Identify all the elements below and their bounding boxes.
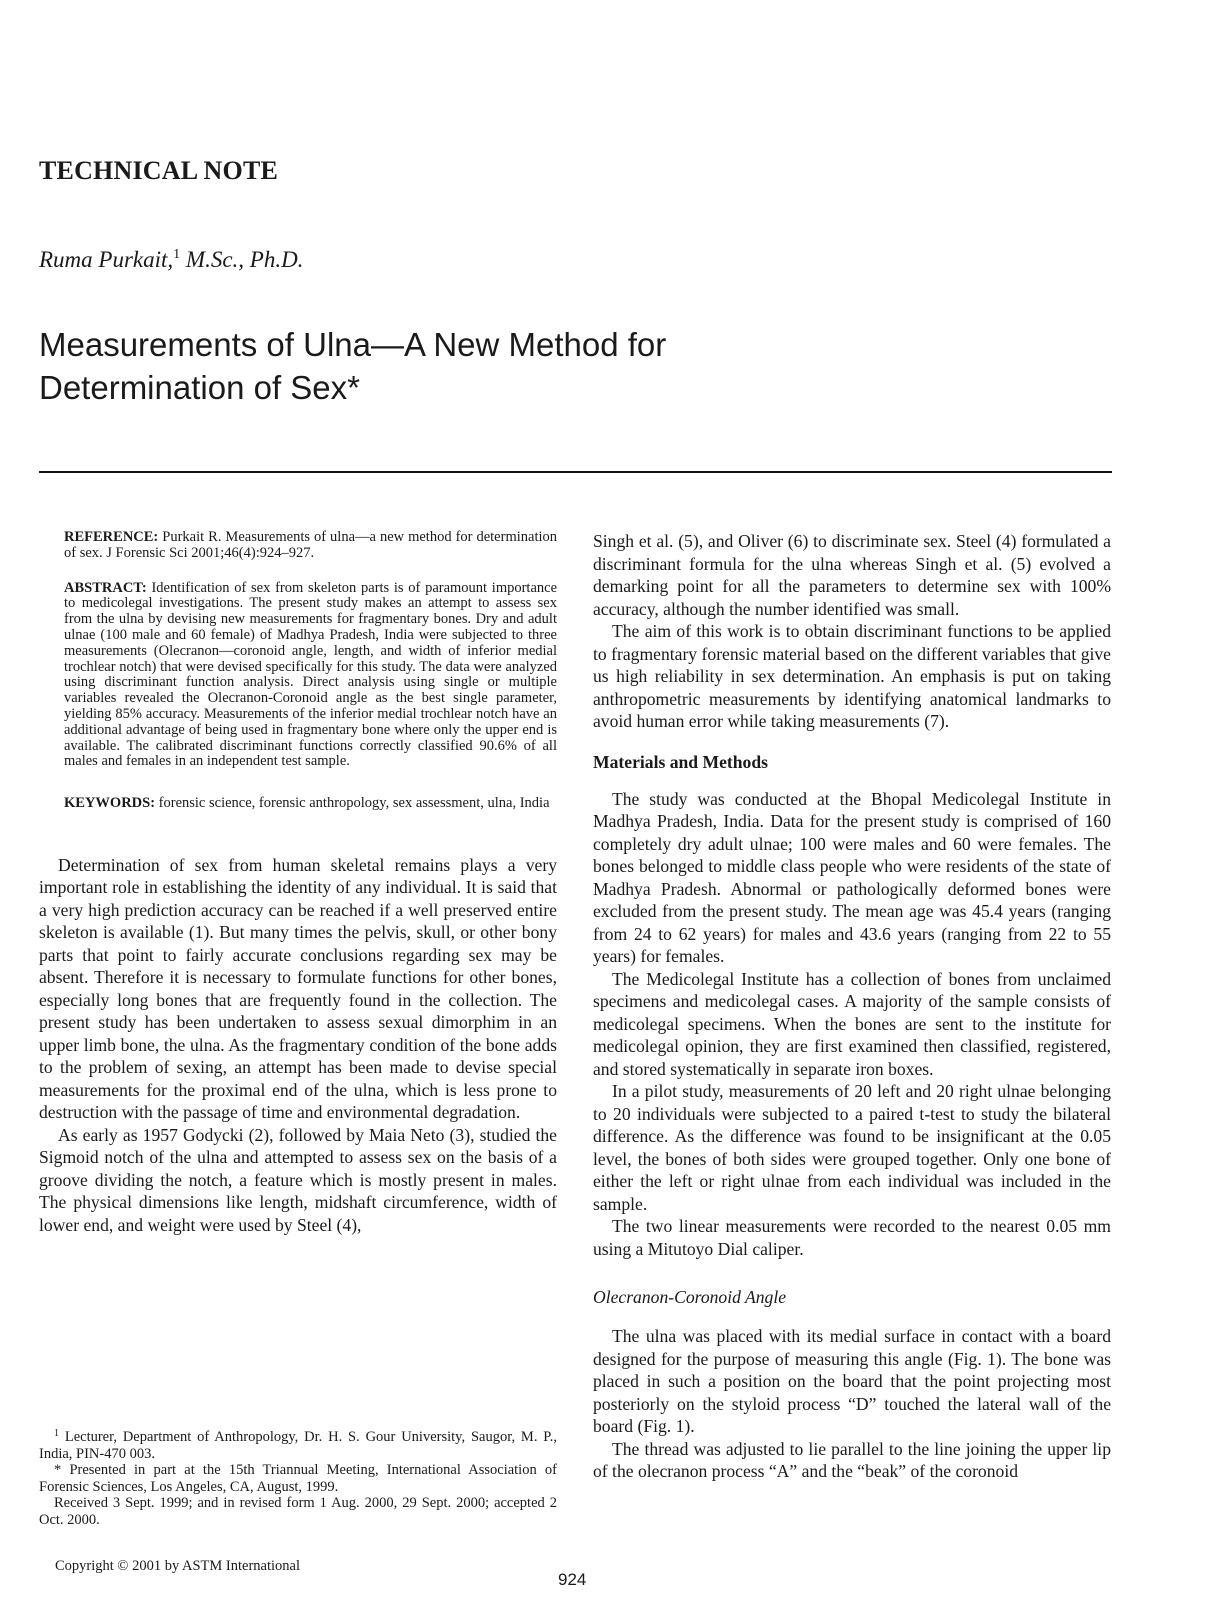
title-divider bbox=[39, 471, 1112, 473]
footnotes bbox=[39, 1426, 557, 1528]
copyright-notice: Copyright © 2001 by ASTM International bbox=[55, 1558, 301, 1574]
author-line bbox=[39, 247, 303, 273]
reference-label: REFERENCE: bbox=[64, 529, 159, 545]
right-column bbox=[593, 530, 1111, 1483]
body-paragraph: Determination of sex from human skeletal remains plays a very important role in establishing the identity of any individual. It is said that a very high prediction accuracy can be reached if a well preserved entire skeleton is available (1). But many times the pelvis, skull, or other bony parts that point to fairly accurate conclusions regarding sex may be absent. Therefore it is necessary to formulate functions for other bones, especially long bones that are frequently found in the collection. The present study has been undertaken to assess sexual dimorphim in an upper limb bone, the ulna. As the fragmentary condition of the bone adds to the problem of sexing, an attempt has been made to devise special measurements for the proximal end of the ulna, which is less prone to destruction with the passage of time and environmental degradation. bbox=[39, 854, 557, 1123]
reference-text: Purkait R. Measurements of ulna—a new method for determination of sex. J Forensic Sci 2001;46(4):924–927. bbox=[64, 529, 558, 561]
body-paragraph: The two linear measurements were recorded to the nearest 0.05 mm using a Mitutoyo Dial caliper. bbox=[593, 1216, 1111, 1259]
body-paragraph: The aim of this work is to obtain discriminant functions to be applied to fragmentary forensic material based on the different variables that give us high reliability in sex determination. An emphasis is put on taking anthropometric measurements by identifying anatomical landmarks to avoid human error while taking measurements (7). bbox=[593, 621, 1111, 731]
title-line-1: Measurements of Ulna—A New Method for bbox=[39, 326, 667, 363]
methods-heading: Materials and Methods bbox=[593, 751, 768, 772]
abstract-paragraph bbox=[64, 581, 557, 771]
left-column bbox=[39, 530, 557, 1236]
body-paragraph: In a pilot study, measurements of 20 left and 20 right ulnae belonging to 20 individuals were subjected to a paired t-test to study the bilateral difference. As the difference was found to be insignificant at the 0.05 level, the bones of both sides were grouped together. Only one bone of either the left or right ulnae from each individual was included in the sample. bbox=[593, 1081, 1111, 1214]
footnote-1-mark: 1 bbox=[54, 1428, 59, 1439]
body-paragraph: The study was conducted at the Bhopal Medicolegal Institute in Madhya Pradesh, India. Data for the present study is comprised of 160 completely dry adult ulnae; 100 were males and 60 were females. The bones belonged to middle class people who were residents of the state of Madhya Pradesh. Abnormal or pathologically deformed bones were excluded from the present study. The mean age was 45.4 years (ranging from 24 to 62 years) for males and 43.6 years (ranging from 22 to 55 years) for females. bbox=[593, 788, 1111, 966]
introduction bbox=[39, 854, 557, 1237]
abstract-text: Identification of sex from skeleton parts is of paramount importance to medicolegal investigations. The present study makes an attempt to assess sex from the ulna by devising new measurements for fragmentary bones. Dry and adult ulnae (100 male and 60 female) of Madhya Pradesh, India were subjected to three measurements (Olecranon—coronoid angle, length, and width of inferior medial trochlear notch) that were devised specifically for this study. The data were analyzed using discriminant function analysis. Direct analysis using single or multiple variables revealed the Olecranon-Coronoid angle as the best single parameter, yielding 85% accuracy. Measurements of the inferior medial trochlear notch have an additional advantage of being used in fragmentary bone where only the upper end is available. The calibrated discriminant functions correctly classified 90.6% of all males and females in an independent test sample. bbox=[64, 579, 558, 770]
footnote-1 bbox=[39, 1426, 557, 1462]
body-paragraph: As early as 1957 Godycki (2), followed by Maia Neto (3), studied the Sigmoid notch of the ulna and attempted to assess sex on the basis of a groove dividing the notch, a feature which is mostly present in males. The physical dimensions like length, midshaft circumference, width of lower end, and weight were used by Steel (4), bbox=[39, 1124, 557, 1235]
page-number: 924 bbox=[558, 1570, 587, 1589]
footnote-2: * Presented in part at the 15th Triannual Meeting, International Association of Forensic Sciences, Los Angeles, CA, August, 1999. bbox=[39, 1462, 557, 1495]
angle-subheading: Olecranon-Coronoid Angle bbox=[593, 1287, 787, 1307]
abstract-label: ABSTRACT: bbox=[64, 579, 147, 596]
angle-section bbox=[593, 1325, 1111, 1483]
keywords-label: KEYWORDS: bbox=[64, 795, 156, 812]
front-matter bbox=[39, 530, 557, 812]
article-title bbox=[39, 323, 939, 409]
section-label: TECHNICAL NOTE bbox=[39, 156, 279, 185]
footnote-1-text: Lecturer, Department of Anthropology, Dr. H. S. Gour University, Saugor, M. P., India, PIN-470 003. bbox=[39, 1429, 557, 1462]
keywords-text: forensic science, forensic anthropology, sex assessment, ulna, India bbox=[158, 795, 550, 812]
author-name: Ruma Purkait, bbox=[39, 247, 174, 272]
author-footnote-mark: 1 bbox=[173, 247, 181, 262]
footnote-3: Received 3 Sept. 1999; and in revised form 1 Aug. 2000, 29 Sept. 2000; accepted 2 Oct. 2000. bbox=[39, 1495, 557, 1528]
reference-paragraph bbox=[64, 530, 557, 562]
title-line-2: Determination of Sex* bbox=[39, 369, 360, 406]
body-paragraph: Singh et al. (5), and Oliver (6) to discriminate sex. Steel (4) formulated a discriminant formula for the ulna whereas Singh et al. (5) evolved a demarking point for all the parameters to determine sex with 100% accuracy, although the number identified was small. bbox=[593, 531, 1111, 619]
keywords-paragraph bbox=[64, 796, 557, 812]
body-paragraph: The Medicolegal Institute has a collection of bones from unclaimed specimens and medicolegal cases. A majority of the sample consists of medicolegal specimens. When the bones are sent to the institute for medicolegal opinion, they are first examined then classified, registered, and stored systematically in separate iron boxes. bbox=[593, 968, 1111, 1079]
body-paragraph: The thread was adjusted to lie parallel to the line joining the upper lip of the olecranon process “A” and the “beak” of the coronoid bbox=[593, 1438, 1111, 1481]
author-degrees: M.Sc., Ph.D. bbox=[185, 247, 304, 272]
methods-section bbox=[593, 788, 1111, 1261]
body-paragraph: The ulna was placed with its medial surface in contact with a board designed for the purpose of measuring this angle (Fig. 1). The bone was placed in such a position on the board that the point projecting most posteriorly on the styloid process “D” touched the lateral wall of the board (Fig. 1). bbox=[593, 1326, 1111, 1436]
introduction-continued bbox=[593, 530, 1111, 733]
